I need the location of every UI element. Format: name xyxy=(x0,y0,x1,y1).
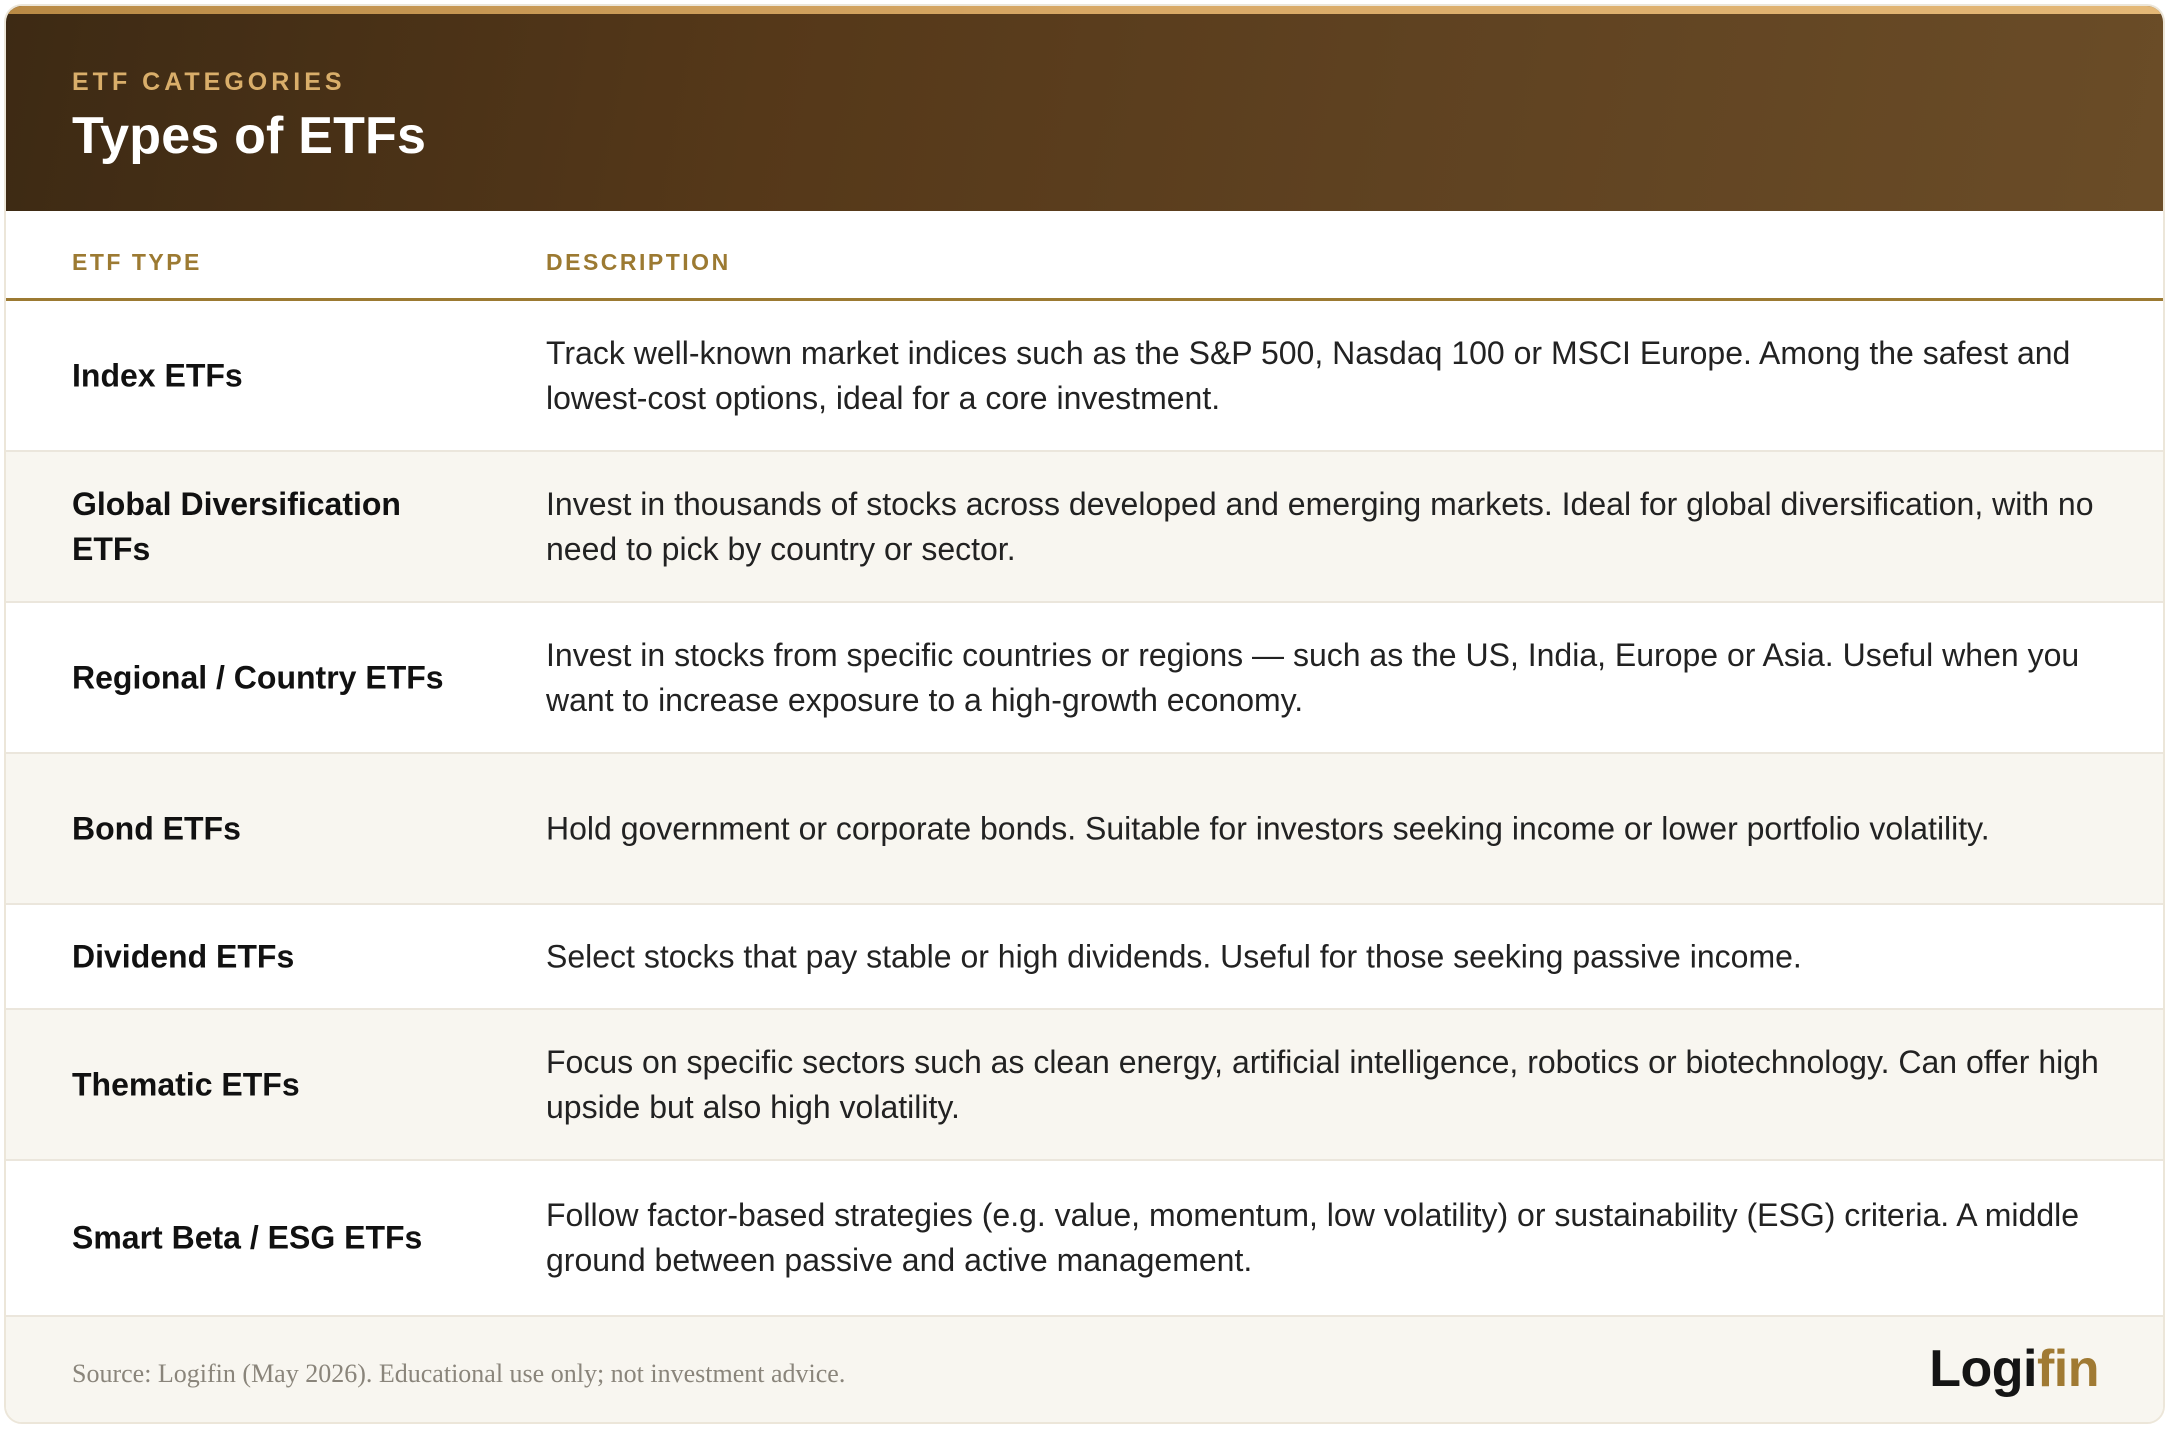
table-row xyxy=(6,603,2163,754)
card-header xyxy=(6,6,2163,211)
etf-description-cell: Hold government or corporate bonds. Suitable for investors seeking income or lower portfolio volatility. xyxy=(546,810,1990,846)
column-header-description: DESCRIPTION xyxy=(546,249,731,275)
table-row xyxy=(6,301,2163,452)
logo-text-primary: Logi xyxy=(1929,1340,2037,1398)
etf-description-cell: Invest in stocks from specific countries or regions — such as the US, India, Europe or Asia. Useful when you want to increase exposure to a high-growth economy. xyxy=(546,636,2080,718)
etf-type-cell: Regional / Country ETFs xyxy=(72,659,444,695)
table-row xyxy=(6,452,2163,603)
table-row xyxy=(6,1010,2163,1161)
logo-text-accent: fin xyxy=(2036,1340,2099,1398)
table-body xyxy=(6,301,2163,1317)
logifin-logo xyxy=(1929,1339,2099,1399)
header-eyebrow: ETF CATEGORIES xyxy=(72,68,346,96)
table-row xyxy=(6,1161,2163,1317)
etf-description-cell: Invest in thousands of stocks across developed and emerging markets. Ideal for global diversification, with no need to pick by country or sector. xyxy=(546,485,2094,567)
etf-type-cell: Global Diversification ETFs xyxy=(72,485,401,567)
etf-description-cell: Follow factor-based strategies (e.g. value, momentum, low volatility) or sustainability (ESG) criteria. A middle ground between passive and active management. xyxy=(546,1197,2080,1278)
etf-type-cell: Smart Beta / ESG ETFs xyxy=(72,1219,423,1256)
etf-types-card xyxy=(4,4,2165,1424)
table-header xyxy=(6,211,2163,301)
etf-description-cell: Focus on specific sectors such as clean energy, artificial intelligence, robotics or biotechnology. Can offer high upside but also high volatility. xyxy=(546,1043,2099,1125)
etf-type-cell: Bond ETFs xyxy=(72,810,241,846)
etf-type-cell: Dividend ETFs xyxy=(72,938,295,974)
source-note: Source: Logifin (May 2026). Educational use only; not investment advice. xyxy=(72,1359,846,1388)
etf-type-cell: Index ETFs xyxy=(72,357,243,393)
etf-type-cell: Thematic ETFs xyxy=(72,1066,300,1102)
column-header-etf-type: ETF TYPE xyxy=(72,249,202,275)
etf-description-cell: Track well-known market indices such as the S&P 500, Nasdaq 100 or MSCI Europe. Among the safest and lowest-cost options, ideal for a core investment. xyxy=(546,334,2071,416)
etf-description-cell: Select stocks that pay stable or high dividends. Useful for those seeking passive income. xyxy=(546,938,1802,974)
card-footer xyxy=(6,1317,2163,1424)
table-row xyxy=(6,754,2163,905)
page-title: Types of ETFs xyxy=(72,107,427,165)
table-row xyxy=(6,905,2163,1010)
